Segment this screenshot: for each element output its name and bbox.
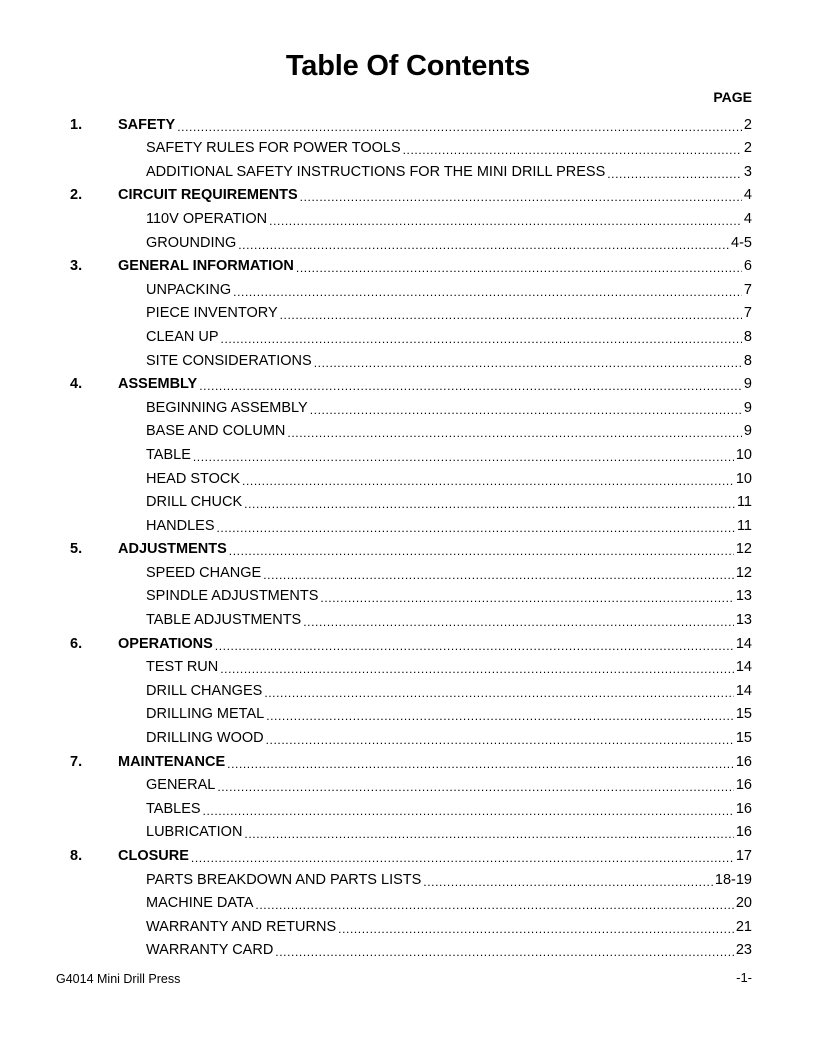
dot-leader — [199, 379, 742, 393]
dot-leader — [266, 709, 734, 723]
subsection-page-number: 10 — [735, 470, 752, 487]
dot-leader — [423, 875, 713, 889]
dot-leader — [244, 497, 735, 511]
subsection-page-number: 21 — [735, 918, 752, 935]
dot-leader — [255, 898, 733, 912]
dot-leader — [314, 356, 742, 370]
dot-leader — [215, 639, 734, 653]
dot-leader — [264, 686, 734, 700]
toc-section-row[interactable] — [70, 629, 752, 653]
dot-leader — [266, 733, 734, 747]
subsection-page-number: 2 — [743, 140, 752, 157]
section-number: 5. — [70, 541, 83, 558]
section-number: 3. — [70, 258, 83, 275]
section-page-number: 12 — [735, 541, 752, 558]
toc-section-row[interactable] — [70, 841, 752, 865]
subsection-page-number: 11 — [736, 517, 752, 534]
subsection-page-number: 10 — [735, 446, 752, 463]
dot-leader — [244, 827, 733, 841]
subsection-page-number: 16 — [735, 777, 752, 794]
section-title: ASSEMBLY — [118, 376, 198, 393]
subsection-title: WARRANTY CARD — [146, 942, 274, 959]
toc-subsection-row[interactable] — [70, 322, 752, 346]
dot-leader — [338, 922, 734, 936]
section-number: 8. — [70, 848, 83, 864]
dot-leader — [242, 474, 734, 488]
toc-section-row[interactable] — [70, 110, 752, 134]
section-title: CIRCUIT REQUIREMENTS — [118, 187, 298, 204]
subsection-page-number: 23 — [735, 942, 752, 959]
toc-subsection-row[interactable] — [70, 865, 752, 889]
dot-leader — [193, 450, 734, 464]
toc-subsection-row[interactable] — [70, 794, 752, 818]
subsection-title: ADDITIONAL SAFETY INSTRUCTIONS FOR THE MINI DRILL PRESS — [146, 163, 606, 180]
subsection-title: GROUNDING — [146, 234, 237, 251]
section-number: 7. — [70, 753, 83, 770]
toc-subsection-row[interactable] — [70, 157, 752, 181]
subsection-page-number: 3 — [743, 163, 752, 180]
subsection-title: SITE CONSIDERATIONS — [146, 352, 312, 369]
toc-list — [70, 110, 752, 959]
toc-subsection-row[interactable] — [70, 889, 752, 913]
subsection-page-number: 4-5 — [731, 234, 752, 251]
section-page-number: 4 — [743, 187, 752, 204]
dot-leader — [300, 190, 742, 204]
subsection-title: GENERAL — [146, 777, 216, 794]
subsection-title: TABLES — [146, 800, 201, 817]
subsection-title: WARRANTY AND RETURNS — [146, 918, 337, 935]
subsection-page-number: 9 — [743, 399, 752, 416]
toc-subsection-row[interactable] — [70, 936, 752, 960]
section-number: 4. — [70, 376, 83, 393]
section-page-number: 17 — [735, 848, 752, 864]
dot-leader — [220, 662, 734, 676]
subsection-title: MACHINE DATA — [146, 895, 254, 912]
toc-section-row[interactable] — [70, 181, 752, 205]
dot-leader — [303, 615, 734, 629]
subsection-title: TABLE — [146, 446, 191, 463]
toc-subsection-row[interactable] — [70, 723, 752, 747]
section-number: 6. — [70, 635, 83, 652]
subsection-title: SPEED CHANGE — [146, 564, 262, 581]
subsection-title: 110V OPERATION — [146, 210, 268, 227]
section-number: 1. — [70, 116, 83, 133]
dot-leader — [607, 167, 742, 181]
subsection-title: DRILL CHUCK — [146, 494, 243, 511]
subsection-title: BEGINNING ASSEMBLY — [146, 399, 308, 416]
toc-subsection-row[interactable] — [70, 582, 752, 606]
dot-leader — [217, 521, 735, 535]
section-title: OPERATIONS — [118, 635, 213, 652]
dot-leader — [310, 403, 742, 417]
toc-subsection-row[interactable] — [70, 299, 752, 323]
toc-subsection-row[interactable] — [70, 440, 752, 464]
toc-subsection-row[interactable] — [70, 134, 752, 158]
toc-subsection-row[interactable] — [70, 511, 752, 535]
section-page-number: 6 — [743, 258, 752, 275]
footer-page-number: -1- — [736, 970, 752, 985]
subsection-page-number: 12 — [735, 564, 752, 581]
toc-subsection-row[interactable] — [70, 488, 752, 512]
subsection-page-number: 13 — [735, 612, 752, 629]
toc-subsection-row[interactable] — [70, 771, 752, 795]
toc-section-row[interactable] — [70, 747, 752, 771]
section-title: SAFETY — [118, 116, 176, 133]
dot-leader — [296, 261, 742, 275]
dot-leader — [217, 780, 734, 794]
subsection-page-number: 11 — [736, 494, 752, 511]
toc-subsection-row[interactable] — [70, 393, 752, 417]
dot-leader — [287, 426, 742, 440]
subsection-page-number: 8 — [743, 328, 752, 345]
dot-leader — [227, 757, 734, 771]
subsection-page-number: 16 — [735, 824, 752, 841]
subsection-page-number: 14 — [735, 659, 752, 676]
dot-leader — [191, 851, 734, 865]
dot-leader — [203, 804, 734, 818]
section-title: CLOSURE — [118, 848, 189, 864]
subsection-title: SAFETY RULES FOR POWER TOOLS — [146, 140, 401, 157]
dot-leader — [320, 591, 733, 605]
subsection-title: BASE AND COLUMN — [146, 423, 286, 440]
section-number: 2. — [70, 187, 83, 204]
section-page-number: 9 — [743, 376, 752, 393]
dot-leader — [177, 120, 742, 134]
subsection-page-number: 9 — [743, 423, 752, 440]
section-page-number: 16 — [735, 753, 752, 770]
toc-subsection-row[interactable] — [70, 417, 752, 441]
subsection-title: DRILL CHANGES — [146, 682, 263, 699]
dot-leader — [403, 143, 742, 157]
subsection-page-number: 15 — [735, 706, 752, 723]
toc-subsection-row[interactable] — [70, 818, 752, 842]
subsection-page-number: 20 — [735, 895, 752, 912]
footer-doc-title: G4014 Mini Drill Press — [56, 972, 181, 986]
subsection-title: UNPACKING — [146, 281, 232, 298]
section-page-number: 2 — [743, 116, 752, 133]
toc-subsection-row[interactable] — [70, 912, 752, 936]
subsection-page-number: 4 — [743, 210, 752, 227]
subsection-page-number: 14 — [735, 682, 752, 699]
subsection-title: SPINDLE ADJUSTMENTS — [146, 588, 319, 605]
toc-subsection-row[interactable] — [70, 204, 752, 228]
toc-subsection-row[interactable] — [70, 676, 752, 700]
subsection-title: TEST RUN — [146, 659, 219, 676]
section-title: GENERAL INFORMATION — [118, 258, 294, 275]
toc-section-row[interactable] — [70, 370, 752, 394]
toc-subsection-row[interactable] — [70, 700, 752, 724]
section-title: ADJUSTMENTS — [118, 541, 227, 558]
subsection-title: PARTS BREAKDOWN AND PARTS LISTS — [146, 871, 422, 888]
toc-subsection-row[interactable] — [70, 275, 752, 299]
dot-leader — [229, 544, 734, 558]
dot-leader — [263, 568, 734, 582]
subsection-title: HANDLES — [146, 517, 215, 534]
toc-subsection-row[interactable] — [70, 558, 752, 582]
section-title: MAINTENANCE — [118, 753, 226, 770]
subsection-title: DRILLING WOOD — [146, 730, 264, 747]
subsection-page-number: 18-19 — [714, 871, 752, 888]
subsection-page-number: 7 — [743, 305, 752, 322]
subsection-page-number: 13 — [735, 588, 752, 605]
page-title: Table Of Contents — [285, 50, 531, 82]
dot-leader — [238, 238, 729, 252]
dot-leader — [269, 214, 742, 228]
toc-subsection-row[interactable] — [70, 653, 752, 677]
dot-leader — [275, 945, 734, 959]
section-page-number: 14 — [735, 635, 752, 652]
dot-leader — [233, 285, 742, 299]
subsection-title: PIECE INVENTORY — [146, 305, 278, 322]
toc-section-row[interactable] — [70, 252, 752, 276]
subsection-page-number: 7 — [743, 281, 752, 298]
subsection-title: CLEAN UP — [146, 328, 219, 345]
subsection-page-number: 16 — [735, 800, 752, 817]
toc-subsection-row[interactable] — [70, 346, 752, 370]
subsection-title: TABLE ADJUSTMENTS — [146, 612, 302, 629]
subsection-page-number: 8 — [743, 352, 752, 369]
toc-subsection-row[interactable] — [70, 228, 752, 252]
subsection-title: DRILLING METAL — [146, 706, 265, 723]
dot-leader — [221, 332, 742, 346]
subsection-page-number: 15 — [735, 730, 752, 747]
page-column-header: PAGE — [713, 89, 752, 105]
toc-section-row[interactable] — [70, 535, 752, 559]
subsection-title: LUBRICATION — [146, 824, 243, 841]
subsection-title: HEAD STOCK — [146, 470, 241, 487]
dot-leader — [280, 308, 742, 322]
toc-subsection-row[interactable] — [70, 605, 752, 629]
toc-subsection-row[interactable] — [70, 464, 752, 488]
